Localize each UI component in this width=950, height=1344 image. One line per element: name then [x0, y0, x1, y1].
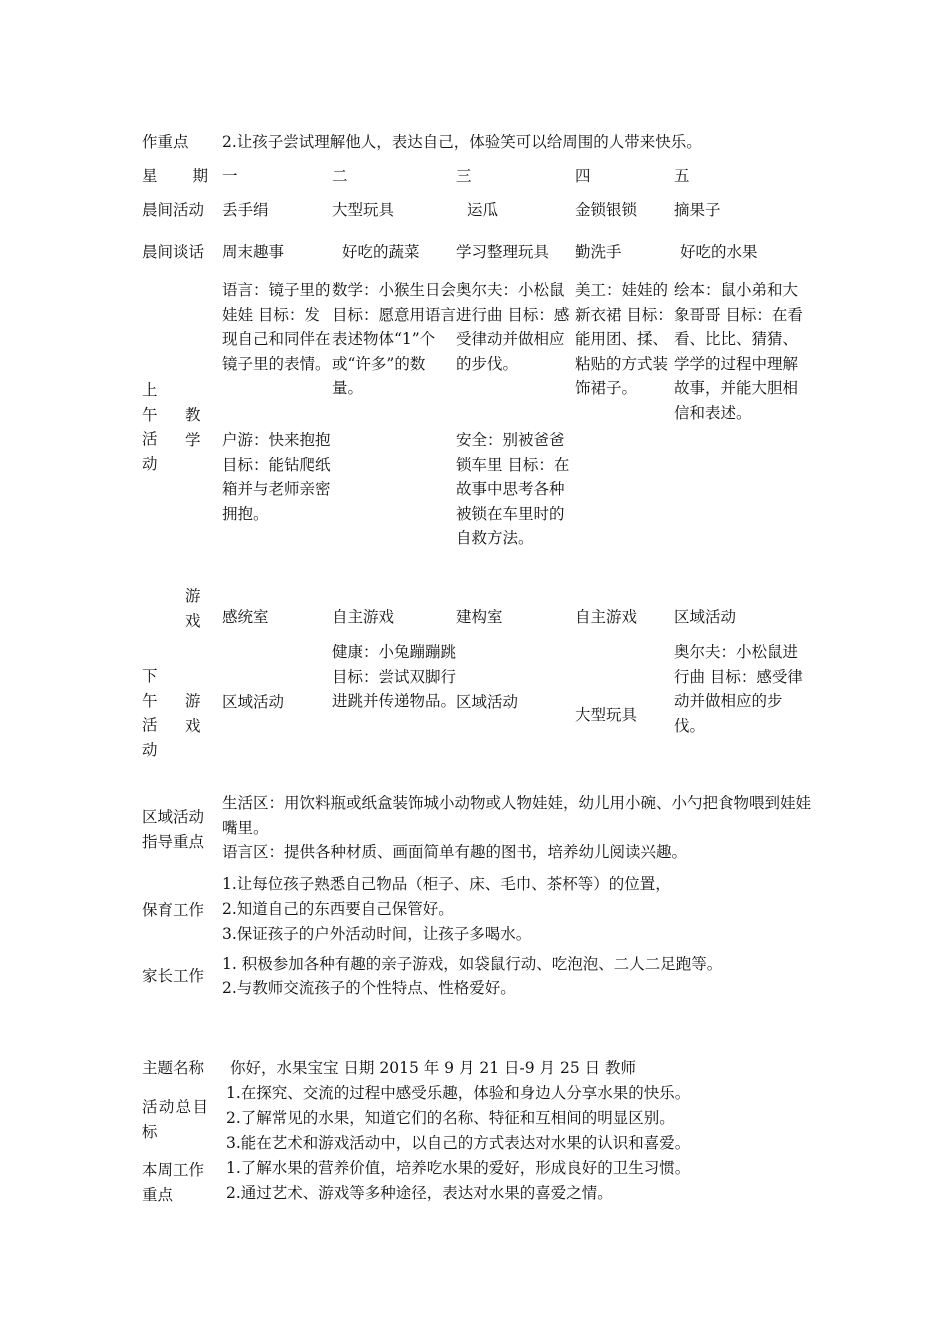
- theme-focus-1: 1.了解水果的营养价值，培养吃水果的爱好，形成良好的卫生习惯。: [226, 1159, 691, 1177]
- top-focus-label: 作重点: [142, 133, 189, 151]
- parent-work-label: 家长工作: [142, 967, 205, 985]
- morning-game-5: 区域活动: [674, 608, 737, 626]
- care-work-item-2: 2.知道自己的东西要自己保管好。: [222, 900, 454, 918]
- parent-work-item-1: 1. 积极参加各种有趣的亲子游戏，如袋鼠行动、吃泡泡、二人二足跑等。: [222, 955, 723, 973]
- morning-activity-4: 金锁银锁: [575, 201, 638, 219]
- theme-goal-1: 1.在探究、交流的过程中感受乐趣，体验和身边人分享水果的快乐。: [226, 1084, 691, 1102]
- safety-cell: 安全：别被爸爸锁车里 目标：在故事中思考各种被锁在车里时的自救方法。: [456, 431, 570, 547]
- morning-activity-2: 大型玩具: [332, 201, 395, 219]
- afternoon-section-label: 下午活动: [142, 667, 158, 759]
- outdoor-game-cell: 户游：快来抱抱 目标：能钻爬纸箱并与老师亲密拥抱。: [222, 431, 331, 523]
- teaching-cell-1: 语言：镜子里的娃娃 目标：发现自己和同伴在镜子里的表情。: [222, 281, 331, 373]
- morning-game-2: 自主游戏: [332, 608, 395, 626]
- parent-work-item-2: 2.与教师交流孩子的个性特点、性格爱好。: [222, 979, 516, 997]
- morning-activity-5: 摘果子: [674, 201, 721, 219]
- theme-name-label: 主题名称: [142, 1059, 205, 1077]
- theme-goal-label: 活动总目标: [142, 1098, 208, 1141]
- day-3: 三: [456, 167, 472, 185]
- morning-talk-5: 好吃的水果: [680, 243, 758, 261]
- afternoon-cell-2: 健康：小兔蹦蹦跳 目标：尝试双脚行进跳并传递物品。: [332, 643, 457, 710]
- day-5: 五: [674, 167, 690, 185]
- afternoon-cell-1: 区域活动: [222, 693, 285, 711]
- morning-talk-2: 好吃的蔬菜: [342, 243, 420, 261]
- morning-game-label: 游戏: [185, 587, 201, 630]
- day-2: 二: [332, 167, 348, 185]
- theme-goal-3: 3.能在艺术和游戏活动中，以自己的方式表达对水果的认识和喜爱。: [226, 1134, 691, 1152]
- morning-game-1: 感统室: [222, 608, 269, 626]
- care-work-item-1: 1.让每位孩子熟悉自己物品（柜子、床、毛巾、茶杯等）的位置，: [222, 875, 671, 893]
- teaching-cell-4: 美工：娃娃的新衣裙 目标：能用团、揉、粘贴的方式装饰裙子。: [575, 281, 673, 397]
- theme-focus-2: 2.通过艺术、游戏等多种途径，表达对水果的喜爱之情。: [226, 1184, 613, 1202]
- day-4: 四: [575, 167, 591, 185]
- day-1: 一: [222, 167, 238, 185]
- morning-activity-label: 晨间活动: [142, 201, 205, 219]
- morning-section-label: 上午活动: [142, 381, 158, 473]
- teaching-cell-5: 绘本：鼠小弟和大象哥哥 目标：在看看、比比、猜猜、学学的过程中理解故事，并能大胆相信和表述。: [674, 281, 803, 422]
- theme-goal-2: 2.了解常见的水果，知道它们的名称、特征和互相间的明显区别。: [226, 1109, 675, 1127]
- teaching-cell-2: 数学：小猴生日会 目标：愿意用语言表述物体“1”个或“许多”的数量。: [332, 281, 457, 397]
- morning-game-3: 建构室: [456, 608, 503, 626]
- morning-activity-1: 丢手绢: [222, 201, 269, 219]
- weekday-label: 星期: [142, 167, 208, 185]
- morning-talk-4: 勤洗手: [575, 243, 622, 261]
- morning-talk-label: 晨间谈话: [142, 243, 205, 261]
- area-guidance-item-1: 生活区：用饮料瓶或纸盒装饰城小动物或人物娃娃，幼儿用小碗、小勺把食物喂到娃娃嘴里。: [222, 794, 812, 837]
- teaching-label: 教学: [185, 406, 201, 449]
- top-focus-text: 2.让孩子尝试理解他人，表达自己，体验笑可以给周围的人带来快乐。: [222, 133, 702, 151]
- theme-focus-label: 本周工作重点: [142, 1161, 205, 1204]
- morning-game-4: 自主游戏: [575, 608, 638, 626]
- afternoon-cell-5: 奥尔夫：小松鼠进行曲 目标：感受律动并做相应的步伐。: [674, 643, 803, 735]
- teaching-cell-3: 奥尔夫：小松鼠进行曲 目标：感受律动并做相应的步伐。: [456, 281, 570, 373]
- morning-talk-1: 周末趣事: [222, 243, 285, 261]
- morning-activity-3: 运瓜: [467, 201, 499, 219]
- afternoon-cell-3: 区域活动: [456, 693, 519, 711]
- care-work-label: 保育工作: [142, 901, 205, 919]
- afternoon-game-label: 游戏: [185, 692, 201, 735]
- theme-name-line: 你好，水果宝宝 日期 2015 年 9 月 21 日-9 月 25 日 教师: [230, 1059, 637, 1077]
- morning-talk-3: 学习整理玩具: [456, 243, 550, 261]
- area-guidance-label: 区域活动指导重点: [142, 808, 205, 851]
- care-work-item-3: 3.保证孩子的户外活动时间，让孩子多喝水。: [222, 925, 532, 943]
- area-guidance-item-2: 语言区：提供各种材质、画面简单有趣的图书，培养幼儿阅读兴趣。: [222, 843, 688, 861]
- afternoon-cell-4: 大型玩具: [575, 706, 638, 724]
